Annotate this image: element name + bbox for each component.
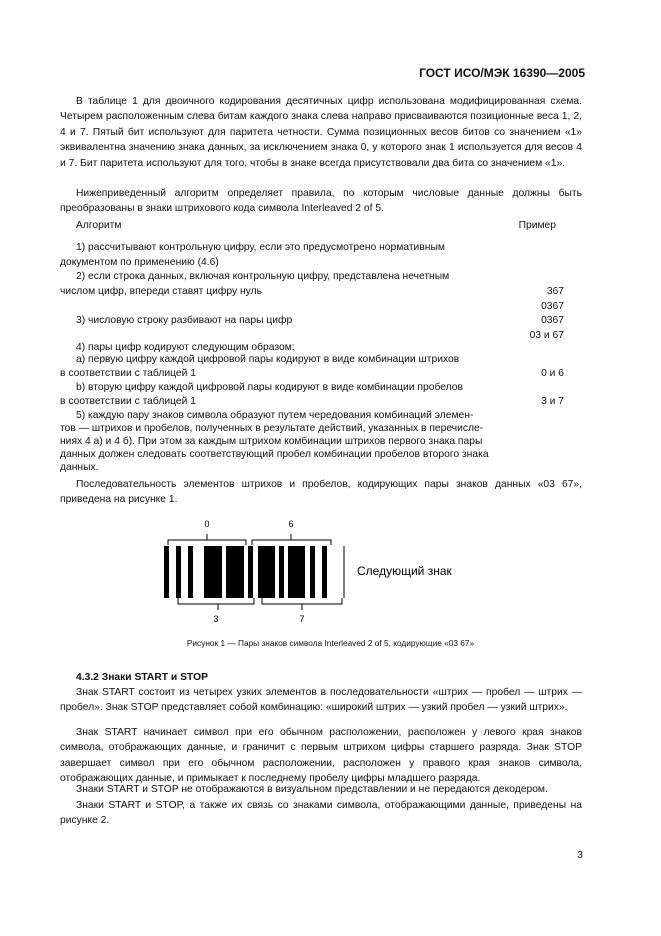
- top-brackets: [168, 534, 331, 545]
- barcode-figure: [150, 512, 490, 632]
- intro-paragraph-1-text: В таблице 1 для двоичного кодирования десятичных цифр использована модифицированная схема. Четырем расположенным слева битам каждого знака слева направо присваиваются позиционные веса 1, 2, 4 и 7. Пятый бит используют для паритета четности. Сумма позиционных весов битов со значением «1» эквивалентна значению знака данных, за исключением знака 0, у которого знак 1 используется для весов 4 и 7. Бит паритета используют для того, чтобы в знаке всегда присутствовали два бита со значением «1».: [60, 96, 582, 169]
- bar: [188, 546, 193, 598]
- algorithm-column-header: Алгоритм: [76, 220, 122, 231]
- bracket-7: [262, 598, 342, 610]
- section-paragraph-1: [60, 685, 582, 716]
- algorithm-step-2-cont: числом цифр, впереди ставят цифру нуль: [60, 286, 262, 297]
- page-number: 3: [577, 850, 583, 861]
- example-value: 0367: [541, 315, 564, 326]
- bracket-6: [252, 534, 331, 545]
- section-paragraph-3-text: Знаки START и STOP не отображаются в визуальном представлении и не передаются декодером.: [76, 784, 548, 795]
- algorithm-step-4a-cont: в соответствии с таблицей 1: [60, 368, 196, 379]
- example-column-header: Пример: [518, 220, 556, 231]
- algorithm-step-5-cont: данных должен следовать соответствующий пробел комбинации пробелов второго знака: [60, 449, 489, 460]
- section-paragraph-2-text: Знак START начинает символ при его обычном расположении, расположен у левого края знаков символа, отображающих данные, и граничит с первым штрихом цифры старшего разряда. Знак STOP завершает символ при его обычном расположении, расположен у правого края знаков символа, отображающих данные, и примыкает к последнему пробелу цифры младшего разряда.: [60, 727, 582, 785]
- section-title: 4.3.2 Знаки START и STOP: [76, 672, 208, 683]
- bar: [279, 546, 284, 598]
- algorithm-step-1-cont: документом по применению (4.6): [60, 257, 219, 268]
- example-value: 03 и 67: [529, 330, 564, 341]
- bar-wide: [288, 546, 305, 598]
- algorithm-step-5-cont: тов — штрихов и пробелов, полученных в результате действий, указанных в перечисле-: [60, 423, 484, 434]
- intro-paragraph-2-text: Нижеприведенный алгоритм определяет правила, по которым числовые данные должны быть преобразованы в знаки штрихового кода символа Interleaved 2 of 5.: [60, 188, 582, 215]
- bracket-0: [168, 534, 246, 545]
- example-value: 0367: [541, 301, 564, 312]
- label-digit-3: 3: [213, 614, 219, 624]
- algorithm-step-4a: а) первую цифру каждой цифровой пары кодируют в виде комбинации штрихов: [76, 354, 460, 365]
- algorithm-step-5-cont: ниях 4 а) и 4 б). При этом за каждым штрихом комбинации штрихов первого знака пары: [60, 436, 483, 447]
- bar: [322, 546, 327, 598]
- algorithm-step-4: 4) пары цифр кодируют следующим образом:: [76, 342, 295, 353]
- algorithm-step-3: 3) числовую строку разбивают на пары цифр: [76, 315, 293, 326]
- algorithm-step-2: 2) если строка данных, включая контрольную цифру, представлена нечетным: [76, 271, 450, 282]
- label-digit-0: 0: [204, 519, 210, 529]
- next-char-label: Следующий знак: [357, 564, 452, 578]
- figure-intro-paragraph: [60, 477, 582, 508]
- example-value: 0 и 6: [541, 368, 564, 379]
- figure-caption: Рисунок 1 — Пары знаков символа Interleaved 2 of 5, кодирующие «03 67»: [186, 638, 475, 648]
- bar-start-1: [164, 546, 169, 598]
- label-digit-6: 6: [288, 519, 294, 529]
- algorithm-step-1: 1) рассчитывают контрольную цифру, если это предусмотрено нормативным: [76, 242, 445, 253]
- example-value: 3 и 7: [541, 396, 564, 407]
- section-paragraph-4: [60, 798, 582, 829]
- intro-paragraph-1: [60, 94, 582, 171]
- label-digit-7: 7: [299, 614, 305, 624]
- bar: [310, 546, 315, 598]
- section-paragraph-2: [60, 725, 582, 787]
- figure-intro-text: Последовательность элементов штрихов и пробелов, кодирующих пары знаков данных «03 67», приведена на рисунке 1.: [60, 479, 582, 506]
- bracket-3: [178, 598, 254, 610]
- bottom-brackets: [178, 598, 342, 610]
- example-value: 367: [546, 286, 564, 297]
- algorithm-step-4b: b) вторую цифру каждой цифровой пары кодируют в виде комбинации пробелов: [76, 382, 463, 393]
- document-header: ГОСТ ИСО/МЭК 16390—2005: [419, 66, 585, 80]
- bars: [164, 546, 327, 598]
- bar: [248, 546, 253, 598]
- bar-start-2: [176, 546, 181, 598]
- intro-paragraph-2: [60, 186, 582, 217]
- bar-wide: [226, 546, 244, 598]
- algorithm-step-5: 5) каждую пару знаков символа образуют путем чередования комбинаций элемен-: [76, 410, 474, 421]
- section-paragraph-1-text: Знак START состоит из четырех узких элементов в последовательности «штрих — пробел — штрих — пробел». Знак STOP представляет собой комбинацию: «широкий штрих — узкий пробел — узкий штрих».: [60, 687, 582, 714]
- bar-wide: [204, 546, 222, 598]
- bar-wide: [258, 546, 275, 598]
- algorithm-step-5-cont: данных.: [60, 462, 99, 473]
- algorithm-step-4b-cont: в соответствии с таблицей 1: [60, 396, 196, 407]
- section-paragraph-3: [60, 782, 582, 797]
- section-paragraph-4-text: Знаки START и STOP, а также их связь со знаками символа, отображающими данные, приведены на рисунке 2.: [60, 800, 582, 827]
